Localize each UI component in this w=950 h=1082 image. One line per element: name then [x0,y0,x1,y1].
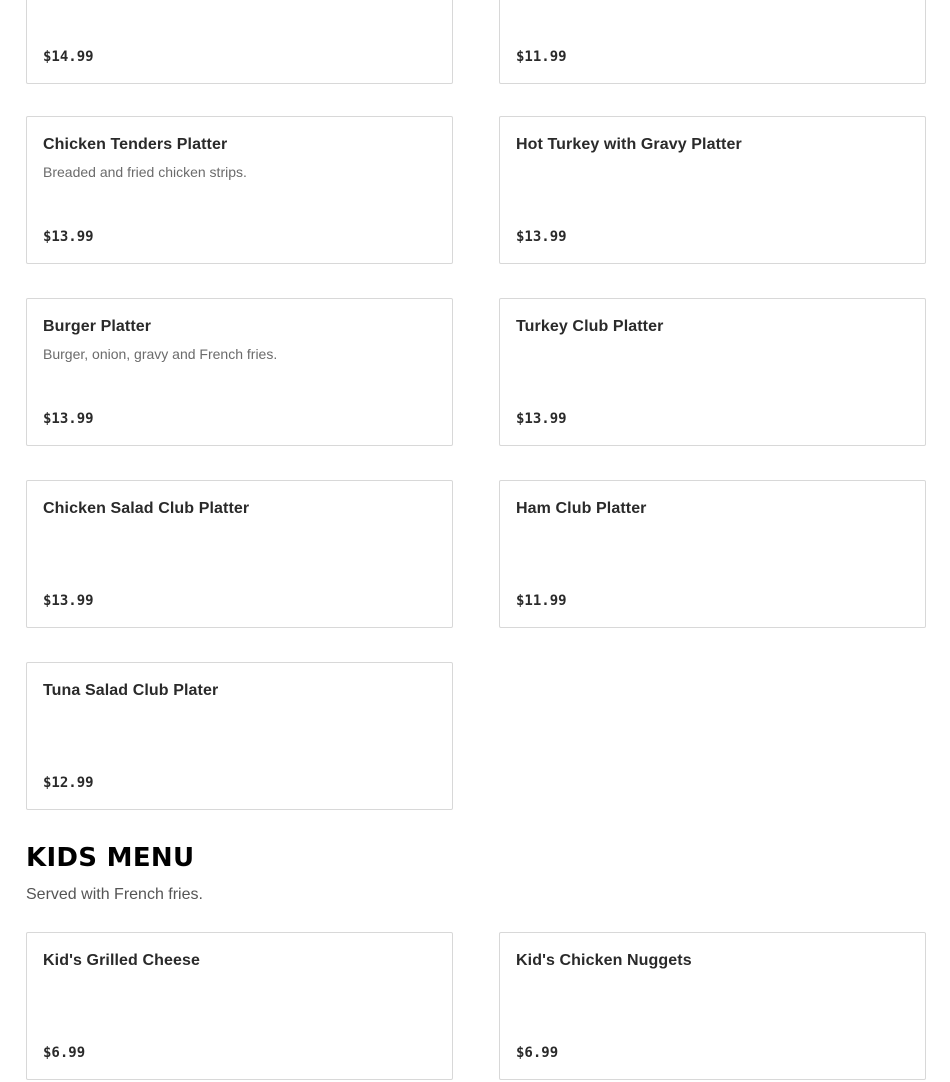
menu-item-card[interactable] [26,298,453,446]
menu-item-price: $13.99 [43,411,94,427]
menu-item-price: $14.99 [43,49,94,65]
menu-item-price: $11.99 [516,593,567,609]
menu-item-card[interactable] [26,932,453,1080]
menu-item-card[interactable] [499,116,926,264]
menu-item-price: $13.99 [516,229,567,245]
menu-item-price: $12.99 [43,775,94,791]
menu-item-card[interactable] [499,932,926,1080]
menu-item-name: Kid's Grilled Cheese [43,952,200,969]
section-subtitle: Served with French fries. [26,886,203,903]
menu-item-price: $13.99 [516,411,567,427]
menu-item-price: $6.99 [516,1045,559,1061]
menu-item-name: Burger Platter [43,318,152,335]
menu-item-card[interactable] [26,0,453,84]
menu-item-name: Chicken Salad Club Platter [43,500,250,517]
menu-item-description: Burger, onion, gravy and French fries. [43,346,278,362]
menu-item-card[interactable] [26,116,453,264]
menu-item-name: Chicken Tenders Platter [43,136,228,153]
menu-item-description: Breaded and fried chicken strips. [43,164,247,180]
menu-item-card[interactable] [499,0,926,84]
menu-item-price: $6.99 [43,1045,86,1061]
menu-item-card[interactable] [499,298,926,446]
menu-item-card[interactable] [26,662,453,810]
section-title: KIDS MENU [26,843,195,873]
menu-item-price: $11.99 [516,49,567,65]
menu-item-price: $13.99 [43,229,94,245]
menu-item-name: Turkey Club Platter [516,318,664,335]
menu-item-card[interactable] [26,480,453,628]
menu-item-price: $13.99 [43,593,94,609]
menu-item-name: Ham Club Platter [516,500,647,517]
menu-item-name: Kid's Chicken Nuggets [516,952,692,969]
menu-item-name: Hot Turkey with Gravy Platter [516,136,742,153]
menu-item-name: Tuna Salad Club Plater [43,682,219,699]
menu-item-card[interactable] [499,480,926,628]
